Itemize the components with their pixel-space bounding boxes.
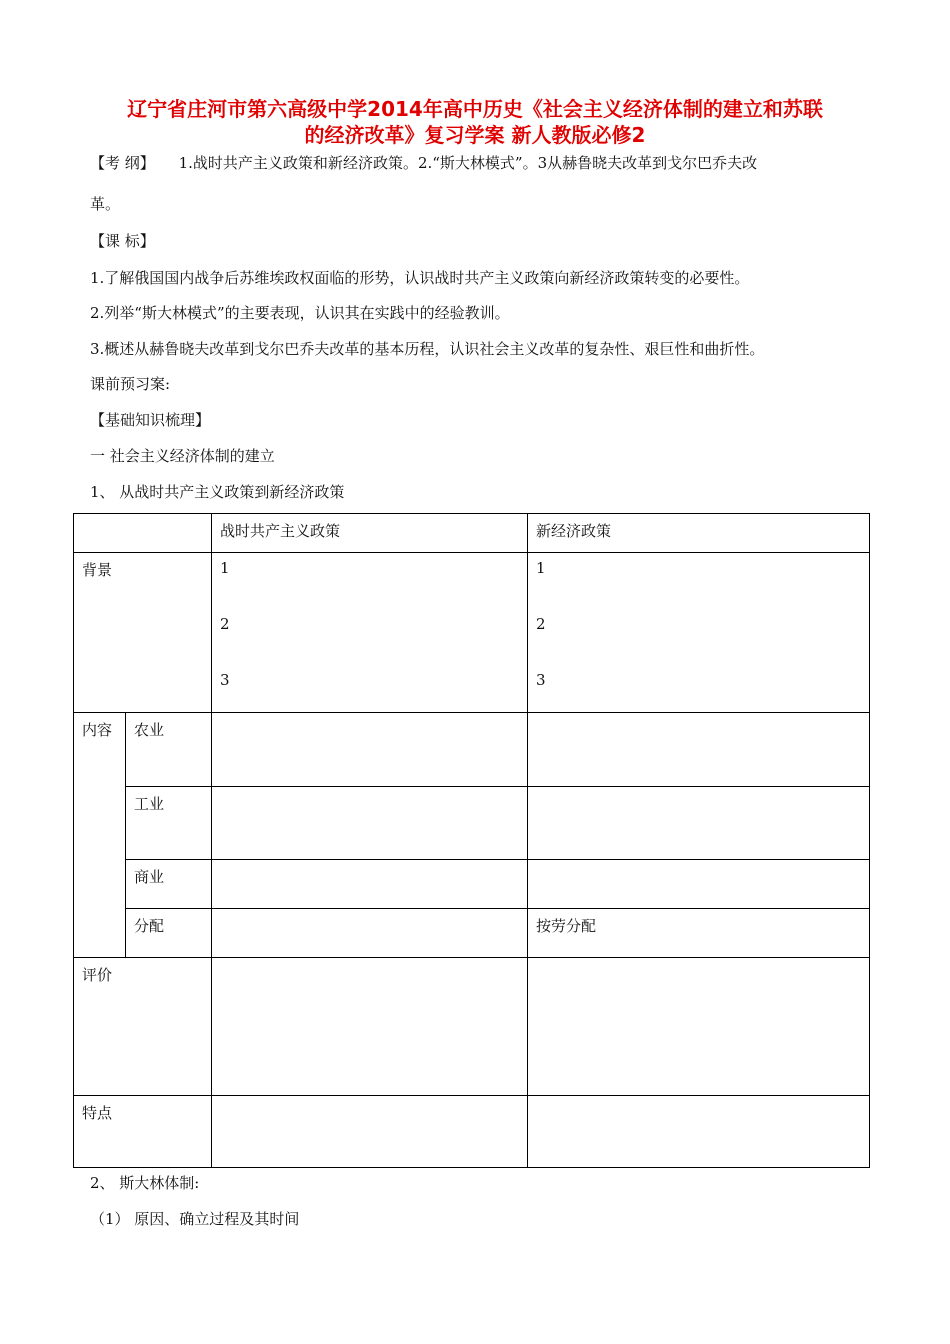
preview-heading: 课前预习案: xyxy=(90,375,171,393)
document-title xyxy=(80,96,870,148)
background-new-economic-policy xyxy=(528,553,870,713)
cell-industry-nep xyxy=(528,787,870,860)
cell-agri-war xyxy=(212,713,528,787)
policy-comparison-table xyxy=(73,513,870,1168)
subsection-heading-1: 1、 从战时共产主义政策到新经济政策 xyxy=(90,483,345,501)
cell-eval-nep xyxy=(528,958,870,1096)
sub-label-agriculture: 农业 xyxy=(126,713,212,787)
background-war-communism xyxy=(212,553,528,713)
kebiao-item-3: 3.概述从赫鲁晓夫改革到戈尔巴乔夫改革的基本历程，认识社会主义改革的复杂性、艰巨性和曲折性。 xyxy=(90,340,765,358)
header-blank-cell xyxy=(74,514,212,553)
kebiao-item-1: 1.了解俄国国内战争后苏维埃政权面临的形势，认识战时共产主义政策向新经济政策转变的必要性。 xyxy=(90,269,750,287)
kaogang-label: 【考 纲】 xyxy=(90,154,155,172)
row-label-background: 背景 xyxy=(74,553,212,713)
sub-label-distribution: 分配 xyxy=(126,909,212,958)
cell-industry-war xyxy=(212,787,528,860)
cell-features-nep xyxy=(528,1096,870,1168)
kaogang-text: 1.战时共产主义政策和新经济政策。2.“斯大林模式”。3从赫鲁晓夫改革到戈尔巴乔夫改 xyxy=(178,154,758,172)
title-line-2: 的经济改革》复习学案 新人教版必修2 xyxy=(304,123,646,147)
table-row-agriculture xyxy=(74,713,870,787)
section-heading-1: 一 社会主义经济体制的建立 xyxy=(90,447,275,465)
cell-features-war xyxy=(212,1096,528,1168)
row-label-content: 内容 xyxy=(74,713,126,958)
table-row-distribution xyxy=(74,909,870,958)
kebiao-label: 【课 标】 xyxy=(90,232,155,250)
subsection-item-2-1: （1） 原因、确立过程及其时间 xyxy=(90,1210,300,1228)
row-label-features: 特点 xyxy=(74,1096,212,1168)
header-new-economic-policy: 新经济政策 xyxy=(528,514,870,553)
basics-heading: 【基础知识梳理】 xyxy=(90,411,211,429)
kebiao-item-2: 2.列举“斯大林模式”的主要表现，认识其在实践中的经验教训。 xyxy=(90,304,510,322)
bg-num-3: 3 xyxy=(536,671,546,689)
cell-agri-nep xyxy=(528,713,870,787)
cell-distribution-war xyxy=(212,909,528,958)
bg-num-2: 2 xyxy=(220,615,230,633)
header-war-communism: 战时共产主义政策 xyxy=(212,514,528,553)
cell-distribution-nep: 按劳分配 xyxy=(528,909,870,958)
table-row-industry xyxy=(74,787,870,860)
table-row-background xyxy=(74,553,870,713)
cell-commerce-war xyxy=(212,860,528,909)
bg-num-3: 3 xyxy=(220,671,230,689)
table-row-commerce xyxy=(74,860,870,909)
cell-commerce-nep xyxy=(528,860,870,909)
table-row-features xyxy=(74,1096,870,1168)
bg-num-1: 1 xyxy=(536,559,546,577)
cell-eval-war xyxy=(212,958,528,1096)
sub-label-commerce: 商业 xyxy=(126,860,212,909)
table-row-evaluation xyxy=(74,958,870,1096)
subsection-heading-2: 2、 斯大林体制: xyxy=(90,1174,200,1192)
bg-num-1: 1 xyxy=(220,559,230,577)
sub-label-industry: 工业 xyxy=(126,787,212,860)
title-line-1: 辽宁省庄河市第六高级中学2014年高中历史《社会主义经济体制的建立和苏联 xyxy=(127,97,823,121)
table-header-row xyxy=(74,514,870,553)
kaogang-line xyxy=(90,152,757,173)
row-label-evaluation: 评价 xyxy=(74,958,212,1096)
bg-num-2: 2 xyxy=(536,615,546,633)
kaogang-continuation: 革。 xyxy=(90,195,121,213)
